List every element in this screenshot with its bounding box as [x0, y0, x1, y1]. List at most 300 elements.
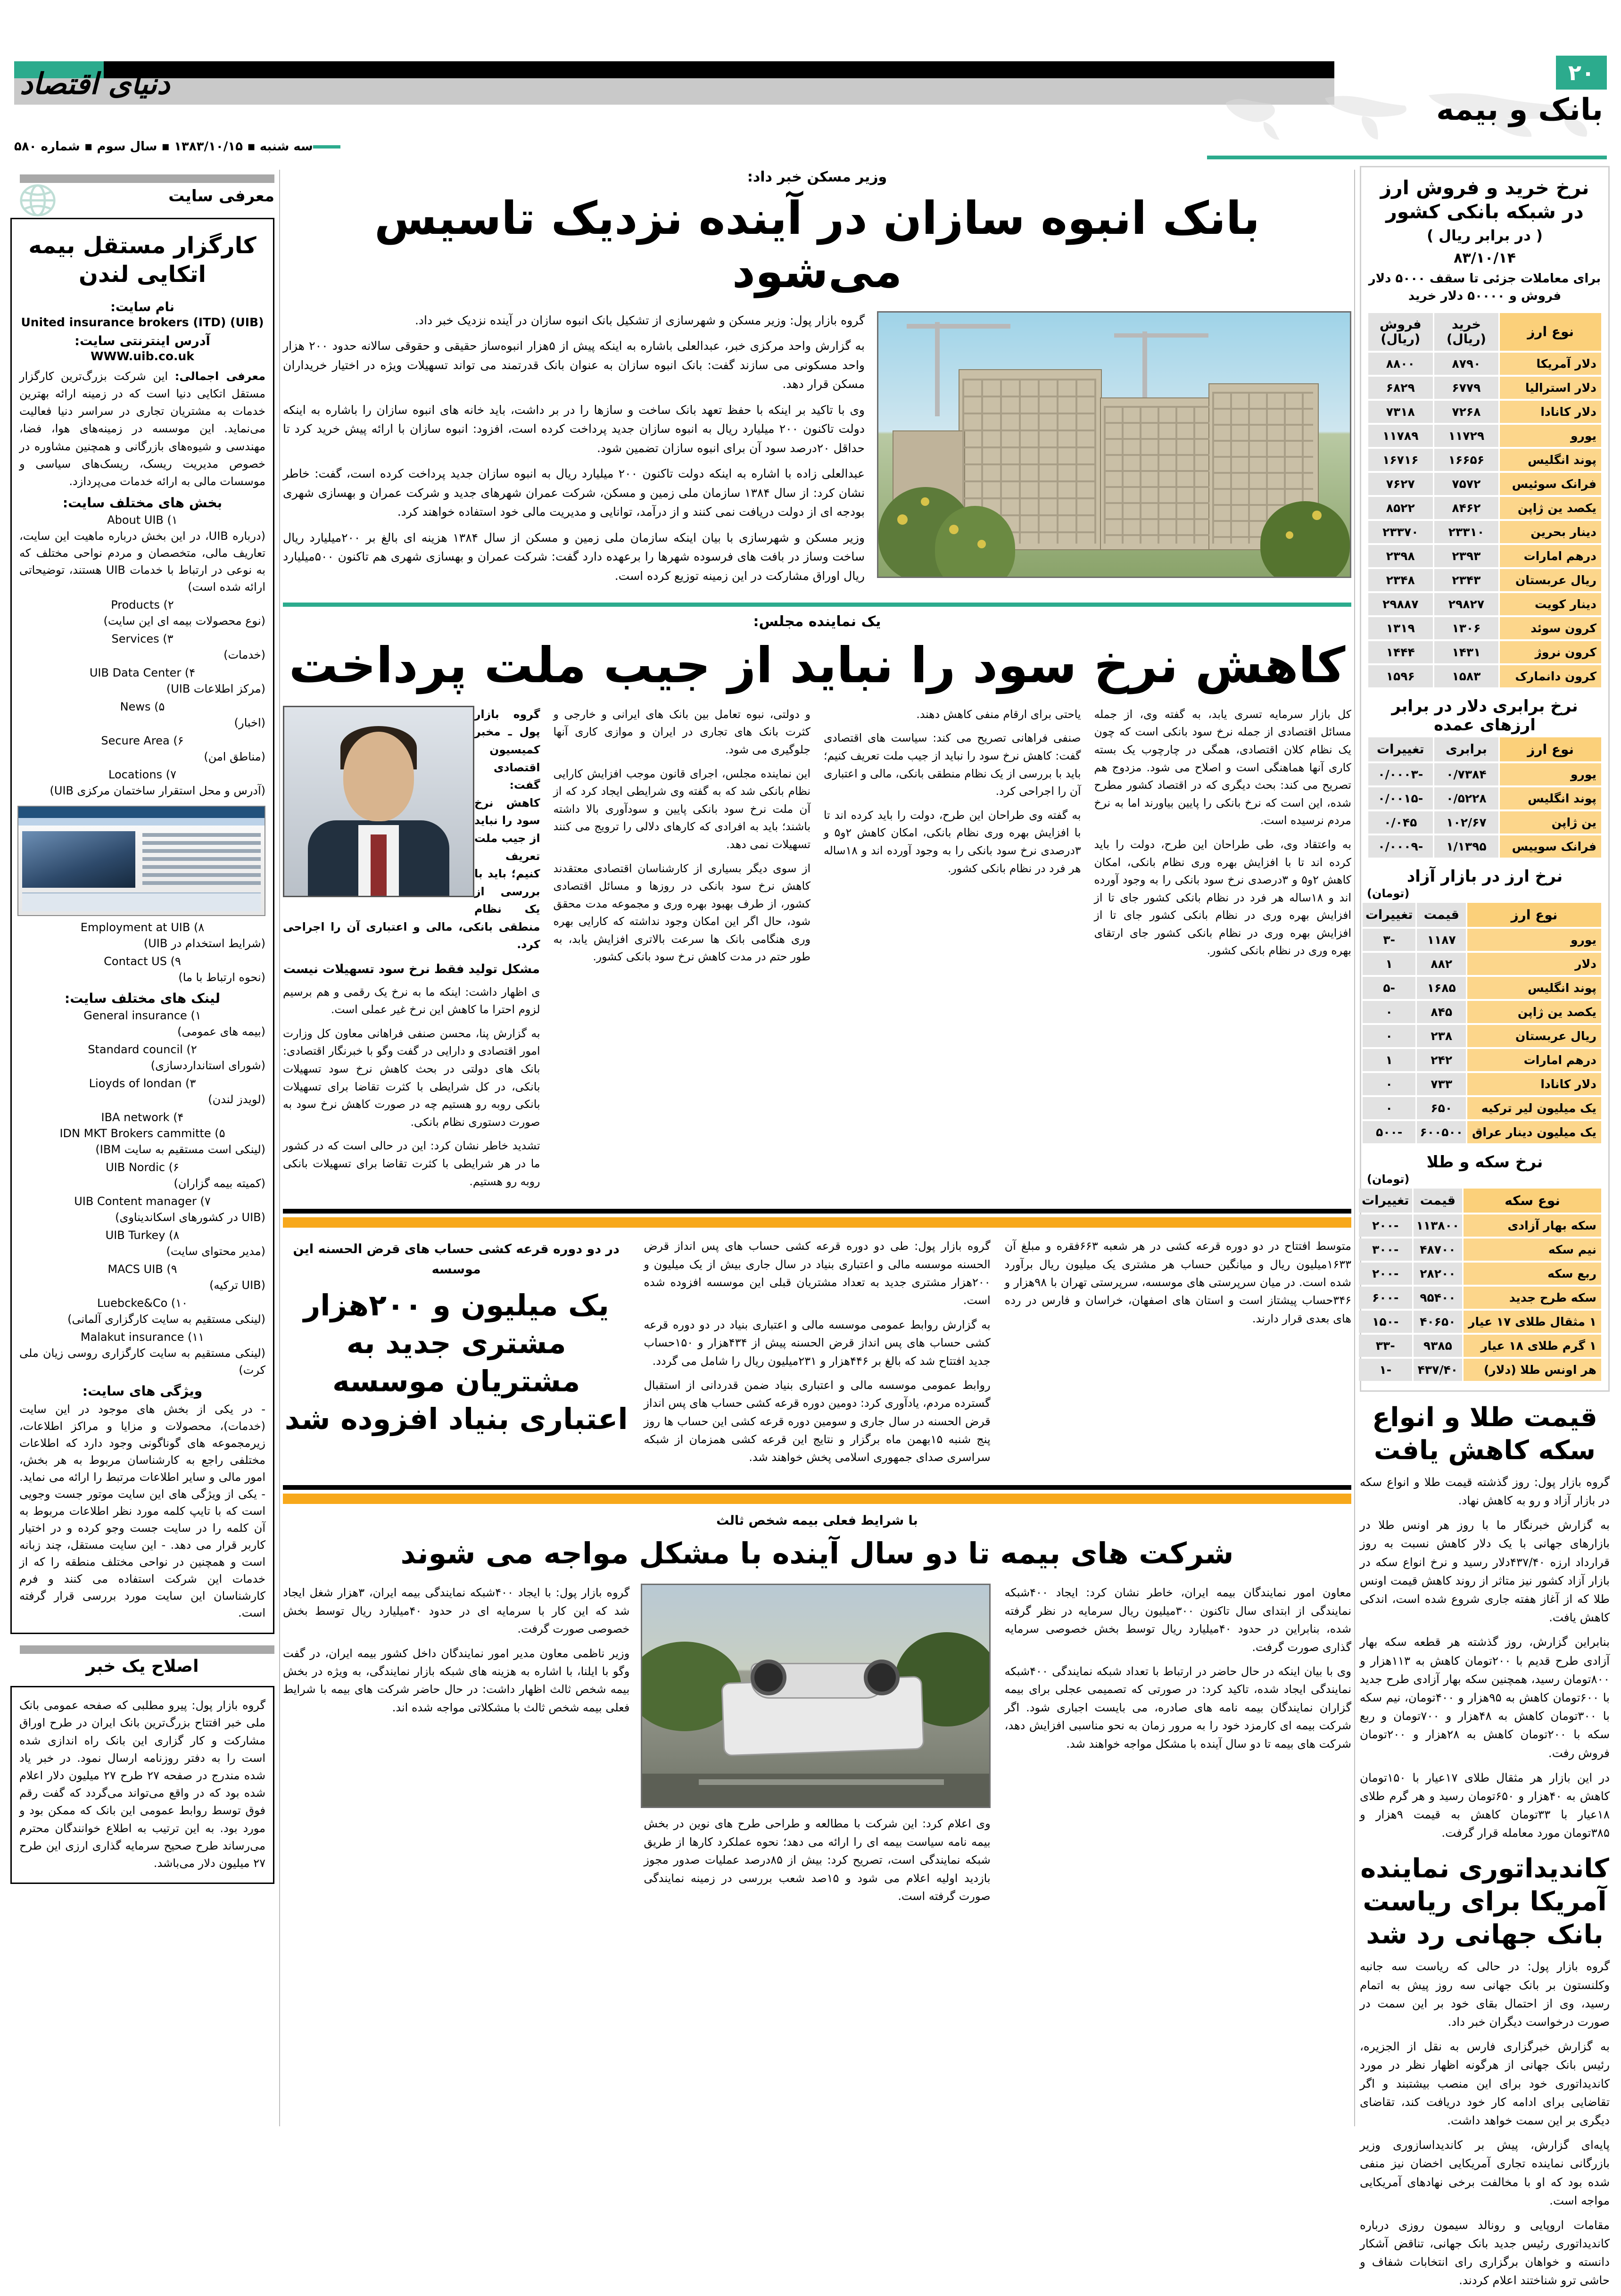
column-header: نوع سکه: [1464, 1189, 1601, 1213]
row-label: یورو: [1500, 763, 1601, 785]
row-value: ۱۶۸۵: [1417, 977, 1466, 999]
paragraph: به واعتقاد وی، طی طراحان این طرح، دولت را باید کرده اند تا با افزایش بهره وری نظام بانکی، امکان کاهش ۲و۵ و ۳درصدی نرخ سود بانکی را به وجود آورده اند و ۱۸ساله هر فرد در نظام بانکی کشور جای تا از افزایش بهره وری در نظام بانکی کشور جای تا از افزایش بهره وری در نظام بانکی کشور جای ارتقای بهره وری در نظام بانکی کشور.: [1094, 837, 1351, 958]
column-divider-right: [1354, 170, 1355, 2126]
article4-columns: [283, 1584, 1351, 1911]
paragraph: کل بازار سرمایه تسری یابد، به گفته وی، از جمله مسائل اقتصادی از جمله نرخ سود بانکی است که چون یک نظام کلان اقتصادی، همگی در چارچوب یک بسته کاری آنها هماهنگی است و اصلاح می شود. مزدوج هم تصریح می کند: بحث دیگری که در اقتصاد کشور مطرح شده، این است که نرخ بانکی را پایین بیاورند اما به نرخ مردم نرسیده است.: [1094, 707, 1351, 827]
row-value: -۳: [1363, 929, 1416, 951]
row-label: کرون دانمارک: [1500, 665, 1601, 687]
row-value: ۲۳۳۷۰: [1368, 521, 1433, 543]
row-label: کرون سوئد: [1500, 617, 1601, 639]
paragraph: گروه بازار پول: روز گذشته قیمت طلا و انواع سکه در بازار آزاد و رو به کاهش نهاد.: [1360, 1475, 1610, 1508]
list-item[interactable]: ۹) MACS UIB: [108, 1263, 177, 1276]
paragraph: وی اعلام کرد: این شرکت با مطالعه و طراحی طرح های نوین در بخش بیمه نامه سیاست بیمه ای را ارائه می دهد؛ نحوه عملکرد کارها از طریق شبکه نمایندگی است، تصریح کرد: بیش از ۸۵درصد عملیات صدور مجوز بازدید اولیه اعلام می شود و ۱۵صد شعب بررسی در زمینه نمایندگی صورت گرفته است.: [644, 1817, 991, 1903]
article2-kicker: یک نماینده مجلس:: [753, 613, 881, 630]
row-value: ۱۴۳۱: [1434, 641, 1499, 663]
section-green-rule: [1207, 156, 1607, 159]
paragraph: یاحتی برای ارقام منفی کاهش دهند.: [916, 707, 1081, 721]
list-item-description: (لینکی مستقیم به سایت کارگزاری آلمانی): [67, 1313, 265, 1326]
list-item-description: (آدرس و محل استقرار ساختمان مرکزی UIB): [50, 784, 265, 798]
article-third-party-insurance: [283, 1513, 1351, 1912]
features-text: - در یکی از بخش های موجود در این سایت (خدمات)، محصولات و مزایا و مراکز اطلاعات، زیرمجموعه های گوناگونی وجود دارد که اطلاعات مختلفی راجع به کارشناسان مربوط به هر بخش، امور مالی و سایر اطلاعات مرتبط را ارائه می نماید. - یکی از ویژگی های این سایت موتور جست وجویی است که با تایپ کلمه مورد نظر اطلاعات مربوط به آن کلمه را در سایت جست وجو کرده و در اختیار کاربر قرار می دهد. - این سایت مستقل، چند زبانه است و همچنین در نواحی مختلف منطقه را که از خدمات این شرکت استفاده می کنند و فرم کارشناسان این سایت مورد بررسی قرار گرفته است.: [19, 1403, 265, 1620]
table-row: [1359, 1335, 1601, 1357]
list-item-description: (شورای استانداردسازی): [150, 1059, 265, 1073]
row-value: ۱۶۷۱۶: [1368, 449, 1433, 471]
column-header: نوع ارز: [1467, 903, 1601, 927]
fx-bank-title: نرخ خرید و فروش ارز در شبکه بانکی کشور: [1380, 176, 1589, 223]
row-value: ۱۵۹۶: [1368, 665, 1433, 687]
list-item-description: (لینکی مستقیم به سایت کارگزاری روسی زیان ملی کرت): [19, 1346, 265, 1377]
row-value: ۷۵۷۲: [1434, 473, 1499, 495]
list-item[interactable]: ۱۰) Luebcke&Co: [97, 1297, 188, 1310]
paragraph: به گزارش واحد مرکزی خبر، عبدالعلی باشاره به اینکه پیش از ۵هزار انبوه‌ساز حقیقی و حقوقی سالانه حدود ۲۰۰ هزار واحد مسکونی می سازند گفت: بانک انبوه سازان به عنوان بانک قدرتمند می تواند تسهیلات ویژه در اختیار خریداران مسکن قرار دهد.: [283, 339, 865, 391]
table-row: [1368, 763, 1601, 785]
row-label: یکصد ین ژاپن: [1467, 1001, 1601, 1023]
paragraph: عبدالعلی زاده با اشاره به اینکه دولت تاکنون ۲۰۰ میلیارد ریال به انبوه سازان جدید پرداخت کرده است، گفت: خاطر نشان کرد: از سال ۱۳۸۴ سازمان ملی زمین و مسکن، شرکت عمران شهرهای جدید و شرکت عمران و بهسازی شهری بودجه ای از دولت دریافت نمی کنند و از درآمد، توانایی و مدیریت مالی خود استفاده خواهند کرد.: [283, 467, 865, 519]
list-item[interactable]: ۳) Lioyds of londan: [89, 1077, 196, 1090]
row-value: ۷۳۳: [1417, 1073, 1466, 1095]
row-value: ۸۷۹۰: [1434, 353, 1499, 375]
row-value: ۸۴۶۲: [1434, 497, 1499, 519]
row-label: یکصد ین ژاپن: [1500, 497, 1601, 519]
list-item[interactable]: ۸) Employment at UIB: [80, 921, 205, 934]
row-label: فرانک سوییس: [1500, 835, 1601, 858]
article2-col-3: [554, 706, 811, 1197]
site-intro-paragraph: [19, 368, 265, 490]
paragraph: به گزارش خبرگزاری فارس به نقل از الجزیره، رئیس بانک جهانی از هرگونه اظهار نظر در مورد کاندیداتوری خود برای این منصب بیشتبند و اگر تقاضایی برای ادامه کار خود دریافت کند، تقاضای دیگری بر این سمت خواهد داشت.: [1360, 2040, 1610, 2127]
paragraph: به گفته وی طراحان این طرح، دولت را باید کرده اند تا با افزایش بهره وری نظام بانکی، امکان کاهش ۲و۵ و ۳درصدی نرخ سود بانکی را به وجود آورده اند و ۱۸ساله هر فرد در نظام بانکی کشور.: [824, 808, 1081, 875]
fx-bank-table: [1367, 311, 1603, 689]
list-item[interactable]: ۶) UIB Nordic: [106, 1161, 179, 1174]
row-value: ۹۳۸۵: [1414, 1335, 1463, 1357]
table-row: [1368, 835, 1601, 858]
left-sidebar: [10, 174, 274, 1884]
table-row: [1363, 1097, 1601, 1119]
row-value: ۱۶۶۵۶: [1434, 449, 1499, 471]
row-value: -۱۵۰: [1359, 1311, 1412, 1333]
table-row: [1363, 1121, 1601, 1143]
row-label: پوند انگلیس: [1500, 449, 1601, 471]
row-label: کرون نروژ: [1500, 641, 1601, 663]
paragraph: از سوی دیگر بسیاری از کارشناسان اقتصادی معتقدند کاهش نرخ سود بانکی در روزها و مسائل اقتصادی کشور، از طرف بهبود بهره وری و مجموعه مدت محقق شود، حال اگر این امکان وجود نداشته که کارایی بهره وری هنگامی بانک ها سرعت بالاتری افزایش یابد، به طور حتم در مدت کاهش نرخ سود بانکی کشور.: [553, 861, 810, 964]
row-value: ۱۴۴۴: [1368, 641, 1433, 663]
row-label: دلار استرالیا: [1500, 377, 1601, 399]
column-header: نوع ارز: [1500, 737, 1601, 761]
divider-green: [283, 603, 1351, 607]
row-label: درهم امارات: [1500, 545, 1601, 567]
table-row: [1363, 1049, 1601, 1071]
row-value: ۱۱۷۸۹: [1368, 425, 1433, 447]
gold-article-body: [1360, 1473, 1610, 1842]
table-row: [1368, 449, 1601, 471]
article2-headline: کاهش نرخ سود را نباید از جیب ملت پرداخت: [289, 636, 1346, 694]
paragraph: وی با بیان اینکه در حال حاضر در ارتباط با تعداد شبکه نمایندگی ۴۰۰شبکه نمایندگی ایجاد شده، تاکید کرد: در صورتی که تصمیمی عجلی برای بیمه گزاران نمایندگان بیمه نامه های صادره، می بایست اجباری شود. اگر شرکت بیمه ای کارمزد خود را به مرور زمان به نحو مناسبی افزایش دهد، شرکت های بیمه تا دو سال آینده با مشکل مواجه خواهند شد.: [1004, 1665, 1351, 1751]
section-title-banner: [1207, 89, 1608, 140]
row-value: ۲۳۴۸: [1368, 569, 1433, 591]
row-label: دلار کانادا: [1500, 401, 1601, 423]
row-value: ۱۱۳۸۰۰: [1414, 1214, 1463, 1237]
gold-unit: (تومان): [1367, 1172, 1410, 1186]
list-item-description: (مدیر محتوای سایت): [166, 1245, 265, 1258]
site-card-title: کارگزار مستقل بیمه اتکایی لندن: [28, 232, 256, 288]
row-label: فرانک سوئیس: [1500, 473, 1601, 495]
row-label: سکه بهار آزادی: [1464, 1214, 1601, 1237]
table-row: [1368, 521, 1601, 543]
article-savings-lottery: [283, 1237, 1351, 1473]
row-value: ۲۸۲۰۰: [1414, 1263, 1463, 1285]
fx-bank-note: برای معاملات جزئی تا سقف ۵۰۰۰ دلار فروش و ۵۰۰۰۰ دلار خرید: [1368, 271, 1601, 304]
column-divider-left: [279, 170, 280, 2126]
row-value: ۰/۷۳۸۴: [1434, 763, 1499, 785]
article-interest-rate: [283, 613, 1351, 1197]
article2-columns: [283, 706, 1351, 1197]
links-heading: لینک های مختلف سایت:: [65, 991, 220, 1007]
list-item[interactable]: ۶) Secure Area: [101, 734, 184, 748]
list-item-description: (UIB در کشورهای اسکاندیناوی): [115, 1211, 265, 1224]
row-value: ۲۹۸۲۷: [1434, 593, 1499, 615]
row-value: ۱۳۱۹: [1368, 617, 1433, 639]
article3-col-3: [283, 1237, 629, 1473]
table-row: [1368, 425, 1601, 447]
list-item[interactable]: ۴) IBA network: [101, 1111, 184, 1124]
table-row: [1368, 401, 1601, 423]
dateline-text: سه شنبه ▪ ۱۳۸۳/۱۰/۱۵ ▪ سال سوم ▪ شماره ۵۸۰: [14, 140, 313, 154]
table-row: [1359, 1263, 1601, 1285]
globe-icon: [15, 182, 60, 219]
row-label: یورو: [1467, 929, 1601, 951]
column-header: خرید (ریال): [1434, 313, 1499, 351]
list-item-description: (اخبار): [234, 716, 265, 730]
row-value: ۱۳۰۶: [1434, 617, 1499, 639]
masthead-black-bar: [104, 61, 1334, 78]
paragraph: پایه‌ای گزارش، پیش بر کاندیداسازوری وزیر بازرگانی نماینده تجاری آمریکایی اخضان نیز منفی شده بود که او با مخالفت برخی نهادهای آمریکایی مواجه است.: [1360, 2138, 1610, 2207]
site-url-value[interactable]: WWW.uib.co.uk: [91, 349, 194, 363]
row-value: ۴۸۷۰۰: [1414, 1239, 1463, 1261]
fx-free-table: [1361, 901, 1603, 1145]
masthead: [0, 0, 1621, 154]
row-value: ۸۴۵: [1417, 1001, 1466, 1023]
article-world-bank-candidate: [1360, 1852, 1610, 2289]
row-label: دینار بحرین: [1500, 521, 1601, 543]
paragraph: این نماینده مجلس، اجرای قانون موجب افزایش کارایی نظام بانکی شد که به گفته وی شرایطی ایجاد کرد که از آن ملت نرخ سود بانکی پایین و سودآوری بالا داشته باشند؛ باید به افرادی که کارهای دلالی را ترویج می کنند تسهیلات نمی دهد.: [553, 767, 810, 851]
correction-header: [10, 1645, 274, 1686]
list-item-description: (کمیته بیمه گزاران): [174, 1177, 265, 1190]
article1-kicker: وزیر مسکن خبر داد:: [747, 169, 887, 185]
publication-logo: دنیای اقتصاد: [20, 66, 170, 101]
table-row: [1359, 1311, 1601, 1333]
table-row: [1359, 1239, 1601, 1261]
article3-col-1: [1005, 1237, 1351, 1473]
row-value: ۲۴۲: [1417, 1049, 1466, 1071]
table-row: [1368, 473, 1601, 495]
article3-kicker: در دو دوره قرعه کشی حساب های قرض الحسنه این موسسه: [293, 1242, 620, 1277]
paragraph: گروه بازار پول: وزیر مسکن و شهرسازی از تشکیل بانک انبوه سازان در آینده نزدیک خبر داد.: [414, 313, 865, 327]
article2-col-4: [283, 706, 540, 1197]
dateline-dash: [313, 145, 340, 149]
list-item[interactable]: ۲) Standard council: [88, 1043, 197, 1057]
row-value: -۳۰۰: [1359, 1239, 1412, 1261]
article4-col-2: [644, 1584, 990, 1911]
table-row: [1368, 353, 1601, 375]
sections-list: [19, 513, 265, 799]
sidebar-header-label: معرفی سایت: [168, 187, 274, 206]
row-value: ۲۳۹۸: [1368, 545, 1433, 567]
paragraph: مقامات اروپایی و رونالد سیمون روزی درباره کاندیداتوری رئیس جدید بانک جهانی، تناقض آشکار دانسته و خواهان برگزاری رای انتخابات شفاف و حاشی ترو شناختند اعلام کردند.: [1360, 2218, 1610, 2288]
site-screenshot-thumbnail: [17, 806, 265, 916]
list-item-description: (درباره UIB، در این بخش درباره ماهیت این سایت، تعاریف مالی، متخصصان و مردم نواحی مختلف که به نوعی در ارتباط با خدمات UIB هستند، توضیحاتی ارائه شده است): [19, 529, 266, 594]
row-label: هر اونس طلا (دلار): [1464, 1359, 1601, 1381]
row-label: نیم سکه: [1464, 1239, 1601, 1261]
row-label: یک میلیون دینار عراق: [1467, 1121, 1601, 1143]
row-value: ۱۰۲/۶۷: [1434, 811, 1499, 834]
row-value: ۱۵۸۳: [1434, 665, 1499, 687]
list-item-description: (نحوه ارتباط با ما): [178, 971, 265, 984]
row-value: ۰: [1363, 1073, 1416, 1095]
row-value: ۰/۰۴۵: [1368, 811, 1433, 834]
row-value: ۴۳۷/۴۰: [1414, 1359, 1463, 1381]
correction-gray-bar: [20, 1645, 274, 1654]
paragraph: ی اظهار داشت: اینکه ما به نرخ یک رقمی و هم برسیم لزوم احترا ما کاهش این نرخ غیر عملی است.: [283, 985, 540, 1016]
row-value: ۲۳۹۳: [1434, 545, 1499, 567]
row-value: -۲۰۰: [1359, 1214, 1412, 1237]
candidate-article-body: [1360, 1957, 1610, 2289]
site-name-value: United insurance brokers (ITD) (UIB): [21, 315, 264, 329]
column-header: تغییرات: [1363, 903, 1416, 927]
table-row: [1368, 641, 1601, 663]
row-label: دلار: [1467, 953, 1601, 975]
row-value: ۶۷۷۹: [1434, 377, 1499, 399]
sidebar-header: [10, 174, 274, 217]
row-label: ۱ مثقال طلای ۱۷ عیار: [1464, 1311, 1601, 1333]
paragraph: گروه بازار پول: در حالی که ریاست سه جانبه وکلنستون بر بانک جهانی سه روز پیش به اتمام رسید، وی از احتمال بقای خود بر این سمت در صورت درخواست دیگران خبر داد.: [1360, 1959, 1610, 2029]
divider-black-1: [283, 1209, 1351, 1214]
list-item[interactable]: ۱) General insurance: [83, 1009, 201, 1023]
correction-header-label: اصلاح یک خبر: [86, 1657, 199, 1677]
table-row: [1363, 929, 1601, 951]
row-value: ۸۵۲۲: [1368, 497, 1433, 519]
row-label: ریال عربستان: [1467, 1025, 1601, 1047]
correction-body-card: [10, 1686, 274, 1884]
paragraph: متوسط افتتاح در دو دوره قرعه کشی در هر شعبه ۶۶۳فقره و مبلغ آن ۱۶۳۳میلیون ریال و میانگین حساب هر مشتری یک میلیون ریال برآورد شده است. در میان سرپرستی های موسسه، سرپرستی تهران با ۹۸هزار و ۳۴۶حساب پیشتاز است و استان های اصفهان، خراسان و فارس در رده های بعدی قرار دارند.: [1004, 1239, 1352, 1325]
row-value: ۰: [1363, 1025, 1416, 1047]
row-value: ۱۱۷۲۹: [1434, 425, 1499, 447]
article4-kicker: با شرایط فعلی بیمه شخص ثالث: [716, 1513, 918, 1528]
gold-title: نرخ سکه و طلا: [1426, 1152, 1543, 1172]
column-header: قیمت: [1414, 1189, 1463, 1213]
list-item[interactable]: ۷) UIB Content manager: [74, 1195, 211, 1208]
article2-col-1: [1094, 706, 1352, 1197]
fx-parity-title: نرخ برابری دلار در برابر ارزهای عمده: [1391, 696, 1578, 735]
article1-text: [283, 311, 865, 593]
column-header: برابری: [1434, 737, 1499, 761]
article2-col-2: [824, 706, 1081, 1197]
list-item-description: (نوع محصولات بیمه ای این سایت): [103, 614, 265, 628]
table-row: [1363, 1001, 1601, 1023]
row-label: یک میلیون لیر ترکیه: [1467, 1097, 1601, 1119]
table-row: [1363, 1025, 1601, 1047]
row-value: ۶۰۰۵۰۰: [1417, 1121, 1466, 1143]
row-label: پوند انگلیس: [1467, 977, 1601, 999]
list-item[interactable]: ۵) IDN MKT Brokers cammitte: [59, 1127, 225, 1140]
column-header: فروش (ریال): [1368, 313, 1433, 351]
column-header: تغییرات: [1359, 1189, 1412, 1213]
paragraph: به گزارش خبرنگار ما با روز هر اونس طلا در بازارهای جهانی با یک دلار کاهش نسبت به روز قرارداد ارزه ۴۳۷/۴۰دلار رسید و نرخ انواع سکه در بازار آزاد کشور نیز متاثر از روند کاهش قیمت اونس طلا که از آغاز هفته جاری شروع شده است، اندکی کاهش یافت.: [1360, 1518, 1610, 1625]
row-value: ۱: [1363, 1049, 1416, 1071]
list-item-description: (مناطق امن): [204, 750, 265, 764]
article2-col-4-text: [283, 983, 540, 1191]
article4-headline: شرکت های بیمه تا دو سال آینده با مشکل مواجه می شوند: [400, 1536, 1234, 1570]
article3-headline: یک میلیون و ۲۰۰هزار مشتری جدید به مشتریان موسسه اعتباری بنیاد افزوده شد: [284, 1288, 628, 1437]
row-value: ۶۸۲۹: [1368, 377, 1433, 399]
paragraph: گروه بازار پول: با ایجاد ۴۰۰شبکه نمایندگی بیمه ایران، ۳هزار شغل ایجاد شد که این کار با سرمایه ای در حدود ۴۰میلیارد ریال توسط بخش خصوصی صورت گرفت.: [283, 1586, 630, 1636]
fx-bank-subtitle: ( در برابر ریال ): [1427, 227, 1543, 244]
sections-list-cont: [19, 921, 265, 986]
divider-orange-1: [283, 1217, 1351, 1228]
article1-photo: [877, 311, 1351, 578]
sections-heading: بخش های مختلف سایت:: [62, 495, 223, 511]
article-housing-bank: [283, 169, 1351, 592]
row-value: -۶۰۰: [1359, 1287, 1412, 1309]
list-item[interactable]: ۱۱) Malakut insurance: [80, 1330, 205, 1344]
row-value: ۶۵۰: [1417, 1097, 1466, 1119]
row-label: درهم امارات: [1467, 1049, 1601, 1071]
row-value: ۸۸۲: [1417, 953, 1466, 975]
site-name-label: نام سایت:: [110, 299, 174, 314]
article2-subhead: مشکل تولید فقط نرخ سود تسهیلات نیست: [283, 962, 540, 977]
row-value: ۴۰۶۵۰: [1414, 1311, 1463, 1333]
table-row: [1359, 1287, 1601, 1309]
row-value: ۷۶۲۷: [1368, 473, 1433, 495]
row-value: -۰/۰۰۰۳: [1368, 763, 1433, 785]
row-value: ۰/۵۲۲۸: [1434, 787, 1499, 809]
list-item[interactable]: ۵) News: [120, 700, 165, 714]
row-value: ۰: [1363, 1097, 1416, 1119]
article1-lead-block: [283, 311, 1351, 593]
list-item-description: (UIB ترکیه): [209, 1279, 265, 1292]
divider-orange-2: [283, 1494, 1351, 1504]
list-item-description: (لویدز لندن): [208, 1093, 265, 1107]
table-row: [1359, 1214, 1601, 1237]
article4-col-3: [283, 1584, 629, 1911]
row-value: ۱: [1363, 953, 1416, 975]
table-row: [1368, 569, 1601, 591]
row-label: سکه طرح جدید: [1464, 1287, 1601, 1309]
row-label: ۱ گرم طلای ۱۸ عیار: [1464, 1335, 1601, 1357]
row-label: ین ژاپن: [1500, 811, 1601, 834]
paragraph: به گزارش روابط عمومی موسسه مالی و اعتباری بنیاد در دو دوره قرعه کشی حساب های پس انداز قرض الحسنه پیش از ۴۳۴هزار و ۱۵۰حساب جدید افتتاح شد که بالغ بر ۴۴۶هزار و ۲۳۱میلیون ریال را شامل می گردد.: [644, 1318, 991, 1368]
list-item-description: (شرایط استخدام در UIB): [143, 937, 265, 950]
row-value: ۹۵۴۰۰: [1414, 1287, 1463, 1309]
row-value: -۳۳: [1359, 1335, 1412, 1357]
main-content: [283, 166, 1351, 1911]
table-row: [1363, 953, 1601, 975]
table-row: [1363, 1073, 1601, 1095]
table-row: [1368, 593, 1601, 615]
row-value: ۷۳۱۸: [1368, 401, 1433, 423]
list-item-description: (بیمه های عمومی): [177, 1025, 265, 1039]
paragraph: وی با تاکید بر اینکه با حفظ تعهد بانک ساخت و سازها را در بر داشت، باید خانه های انبوه سازان را باشاره به اینکه دولت تاکنون ۲۰۰ میلیارد ریال به انبوه سازان جدید پرداخت کرده است، افزود: انبوه سازان با ارائه پیش خرید کرد تا حداقل ۲۰درصد سود آن برای انبوه سازان تضمین شود.: [283, 403, 865, 455]
row-value: -۱: [1359, 1359, 1412, 1381]
paragraph: و دولتی، نبوه تعامل بین بانک های ایرانی و خارجی و کثرت بانک های تجاری در ایران و موازی کاری آنها جلوگیری می شود.: [553, 707, 810, 756]
fx-bank-date: ۸۳/۱۰/۱۴: [1454, 249, 1516, 266]
row-value: ۲۳۳۱۰: [1434, 521, 1499, 543]
table-row: [1368, 811, 1601, 834]
row-value: -۰/۰۰۱۵: [1368, 787, 1433, 809]
list-item-description: (لینکی است مستقیم به سایت IBM): [95, 1143, 265, 1156]
row-label: دلار آمریکا: [1500, 353, 1601, 375]
table-row: [1368, 665, 1601, 687]
paragraph: گروه بازار پول: طی دو دوره قرعه کشی حساب های پس انداز قرض الحسنه موسسه مالی و اعتباری بنیاد در سال جاری بیش از یک میلیون و ۲۰۰هزار مشتری جدید به تعداد مشتریان قبلی این موسسه افزوده شده است.: [644, 1239, 991, 1307]
table-row: [1368, 377, 1601, 399]
paragraph: وزیر ناظمی معاون مدیر امور نمایندگان داخل کشور بیمه ایران، در گفت وگو با ایلنا، با اشاره به هزینه های شبکه بازار نمایندگی، به ویژه در بخش بیمه شخص ثالث اظهار داشت: در حال حاضر شرکت های بیمه با شرایط فعلی بیمه شخص ثالث با مشکلاتی مواجه شده اند.: [283, 1646, 630, 1714]
paragraph: تشدید خاطر نشان کرد: این در حالی است که در کشور ما در هر شرایطی با کثرت تقاضا برای تسهیلات بانکی روبه رو هستیم.: [283, 1139, 540, 1188]
row-value: -۵۰۰: [1363, 1121, 1416, 1143]
article2-lead: گروه بازار پول ـ مخبر کمیسیون اقتصادی گفت: کاهش نرخ سود را نباید از جیب ملت تعریف کنیم؛ باید با بررسی از یک نظام منطقی بانکی، مالی و اعتباری آن را اجراحی کرد.: [283, 707, 540, 951]
page-number-badge: ۲۰: [1556, 56, 1607, 90]
row-value: ۲۳۴۳: [1434, 569, 1499, 591]
site-intro-card: [10, 218, 274, 1634]
list-item[interactable]: ۸) UIB Turkey: [105, 1229, 180, 1242]
site-intro-text: این شرکت بزرگ‌ترین کارگزار مستقل اتکایی دنیا است که در زمینه ارائه بهترین خدمات به مشتریان تجاری در سراسر دنیا فعالیت می‌نماید. این موسسه در زمینه‌های هوا، فضا، مهندسی و شیوه‌های بازرگانی و همچنین مشاوره در خصوص مدیریت ریسک، ریسک‌های سیاسی و موسسات مالی به ارائه خدمات می‌پردازد.: [19, 369, 265, 488]
site-url-label: آدرس اینترنتی سایت:: [74, 333, 210, 348]
table-row: [1368, 617, 1601, 639]
fx-free-unit: (تومان): [1367, 886, 1410, 900]
fx-parity-table: [1367, 735, 1603, 859]
paragraph: معاون امور نمایندگان بیمه ایران، خاطر نشان کرد: ایجاد ۴۰۰شبکه نمایندگی از ابتدای سال تاکنون ۳۰۰میلیون ریال سرمایه در نظر گرفته شده، بنابراین در حدود ۴۰میلیارد ریال توسط بخش خصوصی سرمایه گذاری صورت گرفت.: [1004, 1586, 1351, 1654]
list-item-description: (مرکز اطلاعات UIB): [166, 682, 265, 696]
paragraph: در این بازار هر مثقال طلای ۱۷عیار با ۱۵۰تومان کاهش به ۴۰هزار و ۶۵۰تومان رسید و هر گرم طلای ۱۸عیار با ۳۳تومان کاهش به قیمت ۹هزار و ۳۸۵تومان مورد معامله قرار گرفت.: [1360, 1770, 1610, 1840]
features-heading: ویژگی های سایت:: [82, 1383, 203, 1399]
row-value: -۲۰۰: [1359, 1263, 1412, 1285]
column-header: تغییرات: [1368, 737, 1433, 761]
table-row: [1363, 977, 1601, 999]
article4-col-1: [1005, 1584, 1351, 1911]
article1-headline: بانک انبوه سازان در آینده نزدیک تاسیس می‌شود: [374, 192, 1260, 298]
list-item[interactable]: ۹) Contact US: [104, 955, 181, 968]
masthead-gray-bar: [14, 78, 1334, 105]
row-value: ۰: [1363, 1001, 1416, 1023]
list-item[interactable]: ۲) Products: [111, 598, 174, 612]
page-title: بانک و بیمه: [1436, 92, 1603, 127]
fx-free-title: نرخ ارز در بازار آزاد: [1406, 867, 1563, 886]
row-label: دینار کویت: [1500, 593, 1601, 615]
row-label: پوند انگلیس: [1500, 787, 1601, 809]
article2-portrait-photo: [283, 706, 474, 897]
row-value: ۲۹۸۸۷: [1368, 593, 1433, 615]
correction-text: گروه بازار پول: پیرو مطلبی که صفحه عمومی بانک ملی خبر افتتاح بزرگ‌ترین بانک ایران در طرح اوراق مشارکت و کار گزاری این بانک راه اندازی شده است را به دفتر روزنامه ارسال نمود. در خبر یاد شده مندرج در صفحه ۲۷ طرح ۲۷ میلیون دلار اعلام شده بود که در واقع می‌تواند می‌گردد که گفت رقم فوق توسط روابط عمومی این بانک که ممکن بود و مورد بود. به این ترتیب به اطلاع خوانندگان محترم می‌رساند طرح صحیح سرمایه گذاری ارزی این طرح ۲۷ میلیون دلار می‌باشد.: [19, 1699, 266, 1870]
row-label: ریال عربستان: [1500, 569, 1601, 591]
links-list: [19, 1009, 265, 1379]
column-header: نوع ارز: [1500, 313, 1601, 351]
list-item[interactable]: ۷) Locations: [108, 768, 176, 782]
row-label: دلار کانادا: [1467, 1073, 1601, 1095]
fx-bank-rates-card: [1360, 166, 1610, 1392]
table-row: [1368, 545, 1601, 567]
article3-col-2: [644, 1237, 990, 1473]
row-value: ۲۳۸: [1417, 1025, 1466, 1047]
list-item[interactable]: ۴) UIB Data Center: [89, 666, 196, 680]
right-sidebar: [1360, 166, 1610, 2296]
table-row: [1368, 497, 1601, 519]
paragraph: وزیر مسکن و شهرسازی با بیان اینکه سازمان ملی زمین و مسکن از سال ۱۳۸۴ هزینه ای بالغ بر ۲۰۰میلیارد ریال ساخت وساز در بافت های فرسوده شهرها را برعهده دارد گفت: شرکت عمران و بهسازی شهری هم تاکنون ۵۰۰میلیارد ریال اوراق مشارکت در این زمینه توزیع کرده است.: [283, 530, 865, 583]
paragraph: بنابراین گزارش، روز گذشته هر قطعه سکه بهار آزادی طرح قدیم با ۲۰۰تومان کاهش به ۱۱۳هزار و ۸۰۰تومان رسید، همچنین سکه بهار آزادی طرح جدید با ۶۰۰تومان کاهش به ۹۵هزار و ۴۰۰تومان، نیم سکه با ۳۰۰تومان کاهش به ۴۸هزار و ۷۰۰تومان و ربع سکه با ۲۰۰تومان کاهش به ۲۸هزار و ۲۰۰تومان فروش رفت.: [1360, 1635, 1610, 1760]
row-value: ۸۸۰۰: [1368, 353, 1433, 375]
row-value: -۰/۰۰۰۹: [1368, 835, 1433, 858]
gold-table: [1357, 1187, 1603, 1383]
candidate-article-headline: کاندیداتوری نماینده آمریکا برای ریاست بانک جهانی رد شد: [1360, 1853, 1609, 1950]
list-item[interactable]: ۳) Services: [111, 632, 174, 646]
list-item[interactable]: ۱) About UIB: [107, 513, 178, 527]
article3-columns: [283, 1237, 1351, 1473]
